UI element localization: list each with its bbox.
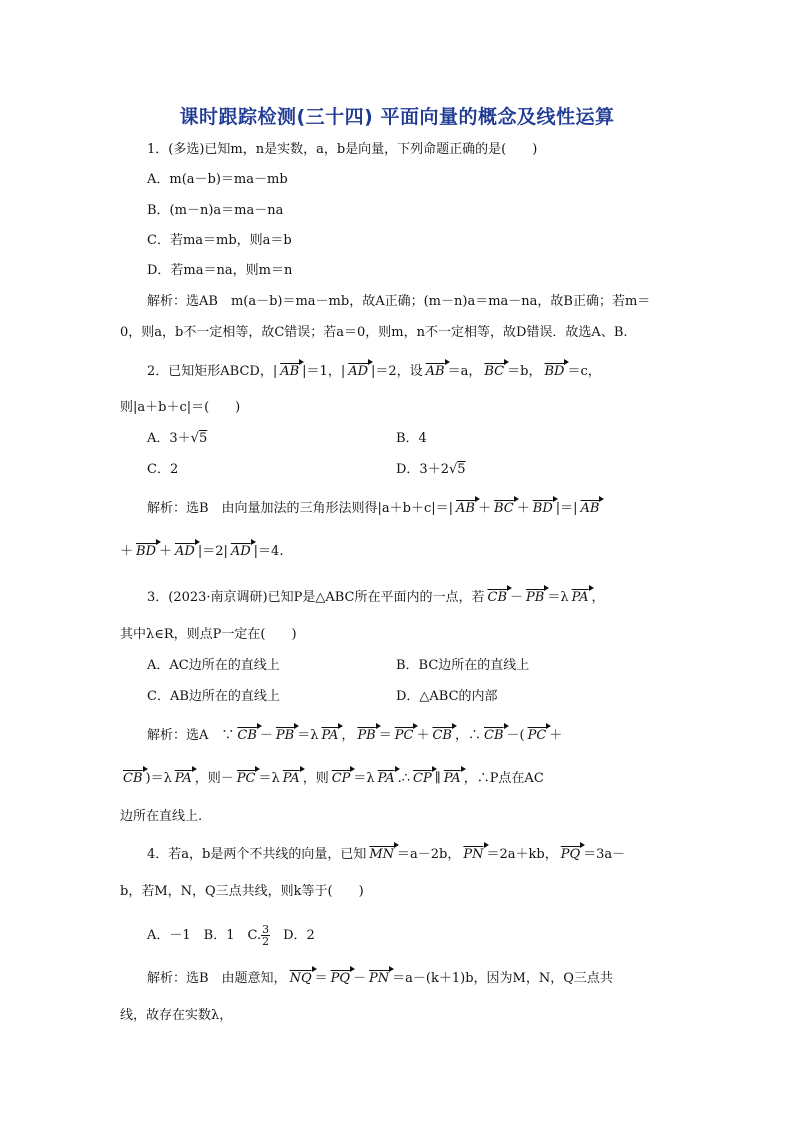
plus-sign: ＋ [120, 544, 134, 559]
fraction-numerator: 3 [262, 923, 270, 936]
q4-options-text: A．－1 B．1 C. [147, 928, 262, 943]
vector-mn: $\overline{MN}$ [369, 847, 395, 862]
vector-cb: $\overline{CB}$ [237, 728, 257, 743]
q2-option-a: A．3＋√5 [147, 431, 208, 446]
q2-solution-line1 [147, 501, 602, 517]
plus-sign: ＋ [416, 728, 430, 743]
vector-pa: $\overline{PA}$ [321, 728, 339, 743]
q2-option-b: B．4 [396, 431, 427, 446]
q3-solution-text: ， [341, 728, 355, 743]
q3-stem-text: ＝λ [547, 590, 569, 605]
q4-solution-text: 解析：选B 由题意知， [147, 971, 287, 986]
q2-stem-line2: 则|a＋b＋c|＝( ) [120, 400, 241, 415]
q2-option-d-radicand: 5 [457, 462, 466, 477]
vector-pa: $\overline{PA}$ [377, 771, 395, 786]
vector-cb: $\overline{CB}$ [123, 771, 143, 786]
vector-bd: $\overline{BD}$ [532, 501, 553, 516]
vector-cb: $\overline{CB}$ [484, 728, 504, 743]
q3-option-c: C．AB边所在的直线上 [147, 689, 280, 704]
q4-stem [147, 847, 625, 863]
minus-sign: － [353, 971, 367, 986]
vector-bc: $\overline{BC}$ [494, 501, 514, 516]
q3-option-d: D．△ABC的内部 [396, 689, 498, 704]
q2-option-c: C．2 [147, 462, 179, 477]
vector-ab: $\overline{AB}$ [580, 501, 600, 516]
q3-stem-text: ， [591, 590, 605, 605]
plus-sign: ＋ [159, 544, 173, 559]
q2-solution-text: |＝| [555, 501, 578, 516]
fraction [261, 924, 270, 947]
vector-cb: $\overline{CB}$ [432, 728, 452, 743]
q2-solution-text: |＝4. [253, 544, 284, 559]
q1-solution-line1: 解析：选AB m(a－b)＝ma－mb，故A正确；(m－n)a＝ma－na，故B正确；若m＝ [147, 294, 651, 309]
q2-stem-text: ＝a， [447, 364, 482, 379]
vector-ad: $\overline{AD}$ [348, 364, 369, 379]
vector-pc: $\overline{PC}$ [394, 728, 414, 743]
q1-stem: 1．(多选)已知m，n是实数，a，b是向量，下列命题正确的是( ) [147, 142, 538, 157]
q3-solution-text: ，则－ [194, 771, 234, 786]
parallel-sign: ∥ [434, 771, 441, 786]
vector-pb: $\overline{PB}$ [526, 590, 545, 605]
q1-option-d: D．若ma＝na，则m＝n [147, 263, 293, 278]
vector-pc: $\overline{PC}$ [236, 771, 256, 786]
vector-pb: $\overline{PB}$ [357, 728, 376, 743]
fraction-denominator: 2 [262, 935, 270, 948]
q4-stem-text: ＝a－2b， [397, 847, 461, 862]
q3-option-b: B．BC边所在的直线上 [396, 658, 530, 673]
q4-stem-text: 4．若a，b是两个不共线的向量，已知 [147, 847, 367, 862]
q4-stem-line2: b，若M，N，Q三点共线，则k等于( ) [120, 884, 364, 899]
q4-solution-line1 [147, 971, 613, 987]
q2-stem [147, 364, 601, 380]
q2-stem-text: ＝c， [567, 364, 601, 379]
q3-solution-text: ＝λ [353, 771, 375, 786]
q3-solution-text: ＝λ [258, 771, 280, 786]
q1-option-b: B．(m－n)a＝ma－na [147, 203, 284, 218]
q4-solution-line2: 线，故存在实数λ， [120, 1008, 233, 1023]
q3-solution-text: ，∴ [454, 728, 481, 743]
vector-pa: $\overline{PA}$ [443, 771, 461, 786]
q3-stem-text: 3．(2023·南京调研)已知P是△ABC所在平面内的一点，若 [147, 590, 485, 605]
vector-pn: $\overline{PN}$ [463, 847, 484, 862]
vector-bd: $\overline{BD}$ [544, 364, 565, 379]
plus-sign: ＋ [478, 501, 492, 516]
plus-sign: ＋ [516, 501, 530, 516]
vector-pa: $\overline{PA}$ [282, 771, 300, 786]
vector-bd: $\overline{BD}$ [136, 544, 156, 559]
q3-stem [147, 590, 605, 606]
equals-sign: ＝ [314, 971, 328, 986]
q3-solution-text: ，则 [302, 771, 329, 786]
q3-solution-text: .∴ [397, 771, 411, 786]
q3-solution-text: ＝λ [297, 728, 319, 743]
q1-solution-line2: 0，则a，b不一定相等，故C错误；若a＝0，则m，n不一定相等，故D错误．故选A、B. [120, 325, 628, 340]
q3-solution-line3: 边所在直线上. [120, 809, 203, 824]
q4-stem-text: ＝3a－ [583, 847, 626, 862]
q1-option-c: C．若ma＝mb，则a＝b [147, 233, 292, 248]
vector-ad: $\overline{AD}$ [175, 544, 195, 559]
q2-stem-text: |＝2，设 [371, 364, 423, 379]
q2-option-d: D．3＋2√5 [396, 462, 466, 477]
q3-stem-line2: 其中λ∈R，则点P一定在( ) [120, 627, 297, 642]
q2-solution-text: 解析：选B 由向量加法的三角形法则得|a＋b＋c|＝| [147, 501, 454, 516]
vector-pn: $\overline{PN}$ [369, 971, 390, 986]
q4-solution-text: ＝a－(k＋1)b，因为M，N，Q三点共 [392, 971, 613, 986]
vector-cp: $\overline{CP}$ [331, 771, 351, 786]
vector-ad: $\overline{AD}$ [230, 544, 251, 559]
q3-solution-line1 [147, 728, 562, 744]
equals-sign: ＝ [378, 728, 392, 743]
vector-ab: $\overline{AB}$ [456, 501, 475, 516]
vector-cp: $\overline{CP}$ [413, 771, 432, 786]
q2-option-d-text: D．3＋2 [396, 462, 449, 477]
vector-bc: $\overline{BC}$ [484, 364, 505, 379]
q4-stem-text: ＝2a＋kb， [486, 847, 558, 862]
vector-ab: $\overline{AB}$ [425, 364, 445, 379]
vector-pb: $\overline{PB}$ [275, 728, 295, 743]
q4-options-text: D．2 [270, 928, 315, 943]
q2-stem-text: ＝b， [507, 364, 542, 379]
plus-sign: ＋ [549, 728, 563, 743]
vector-cb: $\overline{CB}$ [487, 590, 508, 605]
q2-option-a-text: A．3＋ [147, 431, 191, 446]
vector-pa: $\overline{PA}$ [174, 771, 192, 786]
q2-solution-text: |＝2| [197, 544, 228, 559]
q3-solution-text: )＝λ [145, 771, 172, 786]
minus-sign: － [259, 728, 273, 743]
page-title: 课时跟踪检测(三十四) 平面向量的概念及线性运算 [179, 106, 615, 128]
q3-option-a: A．AC边所在的直线上 [147, 658, 280, 673]
q2-stem-text: 2．已知矩形ABCD，| [147, 364, 278, 379]
vector-nq: $\overline{NQ}$ [289, 971, 312, 986]
q2-solution-line2 [120, 544, 283, 560]
vector-ab: $\overline{AB}$ [280, 364, 300, 379]
q4-options [147, 924, 315, 947]
minus-sign: － [510, 590, 524, 605]
q1-option-a: A．m(a－b)＝ma－mb [147, 172, 288, 187]
q2-option-a-radicand: 5 [198, 431, 208, 446]
vector-pc: $\overline{PC}$ [527, 728, 547, 743]
q2-stem-text: |＝1，| [302, 364, 346, 379]
q3-solution-text: －( [506, 728, 525, 743]
q3-solution-text: 解析：选A ∵ [147, 728, 235, 743]
vector-pq: $\overline{PQ}$ [560, 847, 581, 862]
vector-pq: $\overline{PQ}$ [330, 971, 351, 986]
q3-solution-text: ，∴P点在AC [463, 771, 544, 786]
vector-pa: $\overline{PA}$ [571, 590, 589, 605]
q3-solution-line2 [120, 771, 544, 787]
